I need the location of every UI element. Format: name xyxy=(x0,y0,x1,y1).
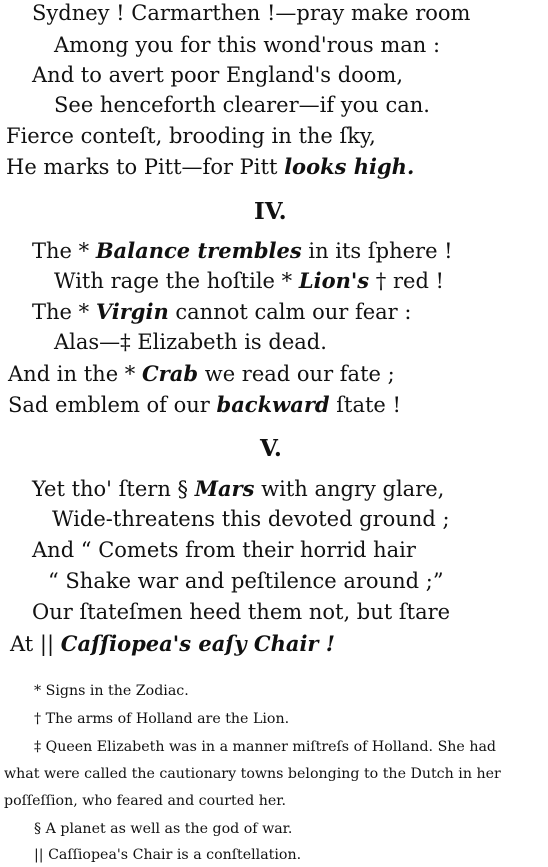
verse-line: Fierce conteſt, brooding in the ſky, xyxy=(6,124,376,148)
verse-line: Wide-threatens this devoted ground ; xyxy=(52,507,450,531)
verse-line: The * Virgin cannot calm our fear : xyxy=(32,299,412,324)
stanza-heading: IV. xyxy=(254,198,287,225)
stanza-heading: V. xyxy=(260,435,282,462)
verse-line: Alas—‡ Elizabeth is dead. xyxy=(54,330,327,354)
footnote: ‡ Queen Elizabeth was in a manner miſtreſs of Holland. She had xyxy=(34,739,497,755)
verse-line: And in the * Crab we read our fate ; xyxy=(8,361,395,386)
verse-line: “ Shake war and peſtilence around ;” xyxy=(48,569,444,593)
verse-line: Among you for this wond'rous man : xyxy=(54,33,441,57)
verse-line: The * Balance trembles in its ſphere ! xyxy=(32,238,453,263)
footnote: poſſeſſion, who feared and courted her. xyxy=(4,793,287,809)
verse-line: And “ Comets from their horrid hair xyxy=(32,538,416,562)
verse-line: Sydney ! Carmarthen !—pray make room xyxy=(32,1,471,25)
verse-line: At || Caſſiopea's eaſy Chair ! xyxy=(10,631,336,656)
verse-line: Yet tho' ſtern § Mars with angry glare, xyxy=(32,476,445,501)
footnote: † The arms of Holland are the Lion. xyxy=(34,711,290,727)
footnote: * Signs in the Zodiac. xyxy=(34,683,189,699)
verse-line: Sad emblem of our backward ſtate ! xyxy=(8,392,401,417)
verse-line: With rage the hoſtile * Lion's † red ! xyxy=(54,268,444,293)
footnote: what were called the cautionary towns belonging to the Dutch in her xyxy=(4,766,501,782)
verse-line: See henceforth clearer—if you can. xyxy=(54,93,430,117)
verse-line: Our ſtateſmen heed them not, but ſtare xyxy=(32,600,451,624)
verse-line: He marks to Pitt—for Pitt looks high. xyxy=(6,154,415,179)
verse-line: And to avert poor England's doom, xyxy=(32,63,404,87)
footnote: § A planet as well as the god of war. xyxy=(34,821,293,837)
footnote: || Caſſiopea's Chair is a conſtellation. xyxy=(34,847,302,863)
